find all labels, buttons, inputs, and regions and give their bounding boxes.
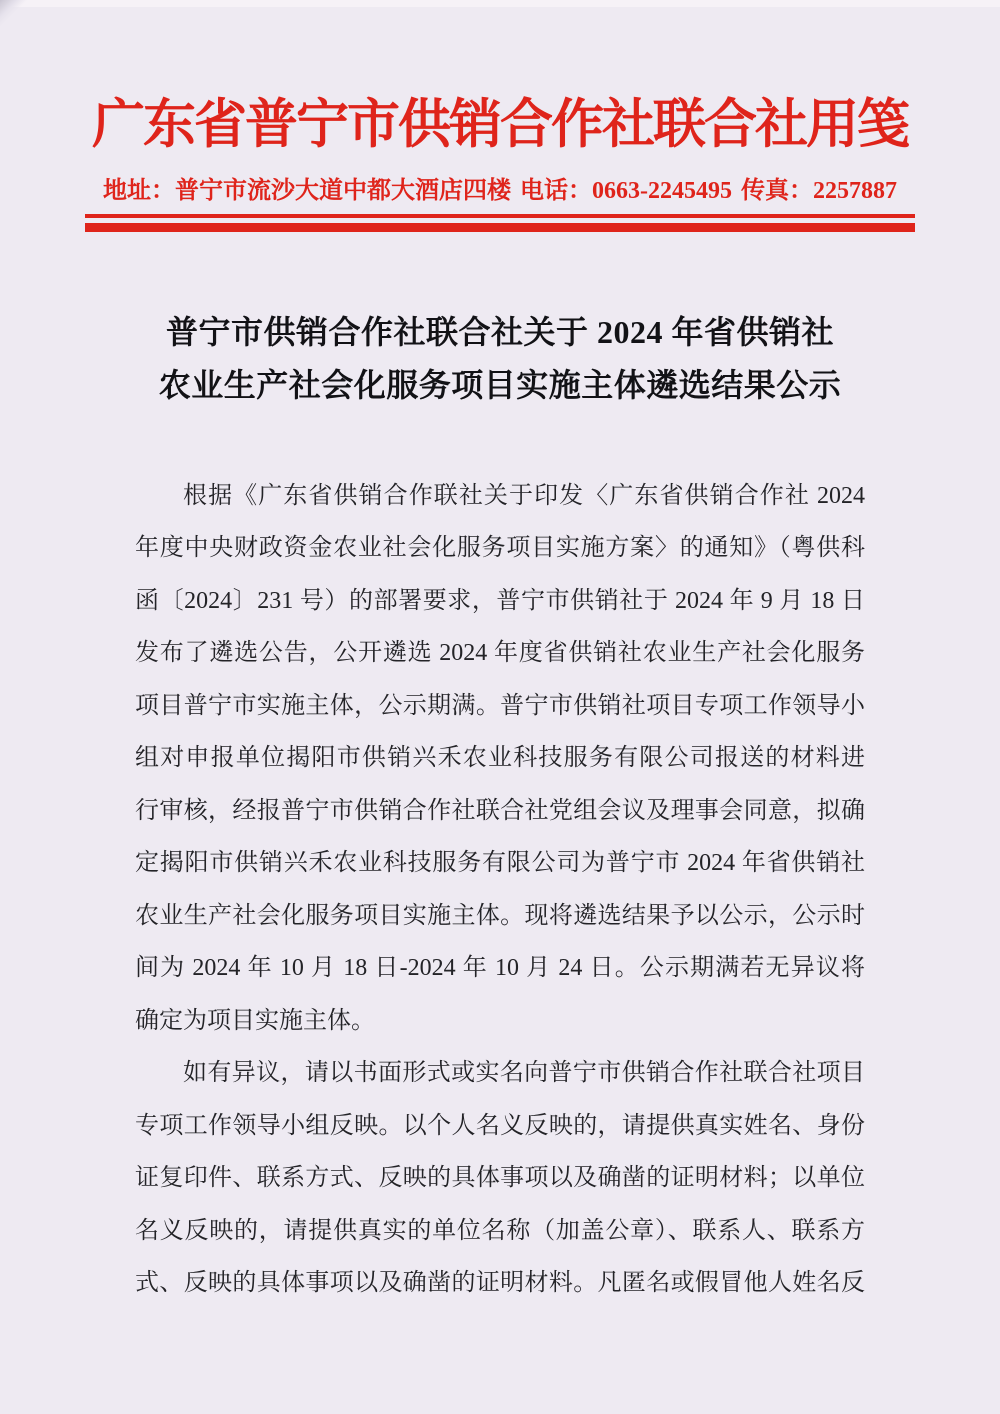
double-rule-thin [85,214,915,218]
body-line: 确定为项目实施主体。 [135,1007,375,1034]
fax-label: 传真：2257887 [741,177,897,204]
body-line: 发布了遴选公告，公开遴选 2024 年度省供销社农业生产社会化服务 [135,640,865,667]
body-line: 项目普宁市实施主体，公示期满。普宁市供销社项目专项工作领导小 [135,692,865,719]
letterhead-contact-line [103,170,897,205]
body-line: 行审核，经报普宁市供销合作社联合社党组会议及理事会同意，拟确 [135,797,865,824]
document-title-line-2: 农业生产社会化服务项目实施主体遴选结果公示 [158,366,842,403]
body-line: 根据《广东省供销合作联社关于印发〈广东省供销合作社 2024 [183,482,865,509]
letterhead-title: 广东省普宁市供销合作社联合社用笺 [92,96,908,154]
body-line: 函〔2024〕231 号）的部署要求，普宁市供销社于 2024 年 9 月 18 日 [135,587,865,614]
body-line: 农业生产社会化服务项目实施主体。现将遴选结果予以公示，公示时 [135,902,865,929]
body-line: 专项工作领导小组反映。以个人名义反映的，请提供真实姓名、身份 [135,1112,865,1139]
phone-label: 电话：0663-2245495 [520,177,732,204]
body-line: 如有异议，请以书面形式或实名向普宁市供销合作社联合社项目 [183,1060,865,1087]
corner-fold [0,0,30,30]
body-line: 式、反映的具体事项以及确凿的证明材料。凡匿名或假冒他人姓名反 [135,1270,865,1297]
letterhead [0,0,1000,232]
body-line: 年度中央财政资金农业社会化服务项目实施方案〉的通知》（粤供科 [135,535,865,562]
document-title-line-1: 普宁市供销合作社联合社关于 2024 年省供销社 [165,313,834,350]
double-rule-thick [85,223,915,232]
document-body [135,470,865,1310]
body-line: 定揭阳市供销兴禾农业科技服务有限公司为普宁市 2024 年省供销社 [135,850,865,877]
body-line: 名义反映的，请提供真实的单位名称（加盖公章）、联系人、联系方 [135,1217,865,1244]
address-label: 地址：普宁市流沙大道中都大酒店四楼 [103,177,511,204]
body-line: 间为 2024 年 10 月 18 日-2024 年 10 月 24 日。公示期满若无异议将 [135,955,865,982]
paper-top-edge [0,0,1000,7]
body-line: 证复印件、联系方式、反映的具体事项以及确凿的证明材料；以单位 [135,1165,865,1192]
body-line: 组对申报单位揭阳市供销兴禾农业科技服务有限公司报送的材料进 [135,745,865,772]
document-title [0,306,1000,412]
